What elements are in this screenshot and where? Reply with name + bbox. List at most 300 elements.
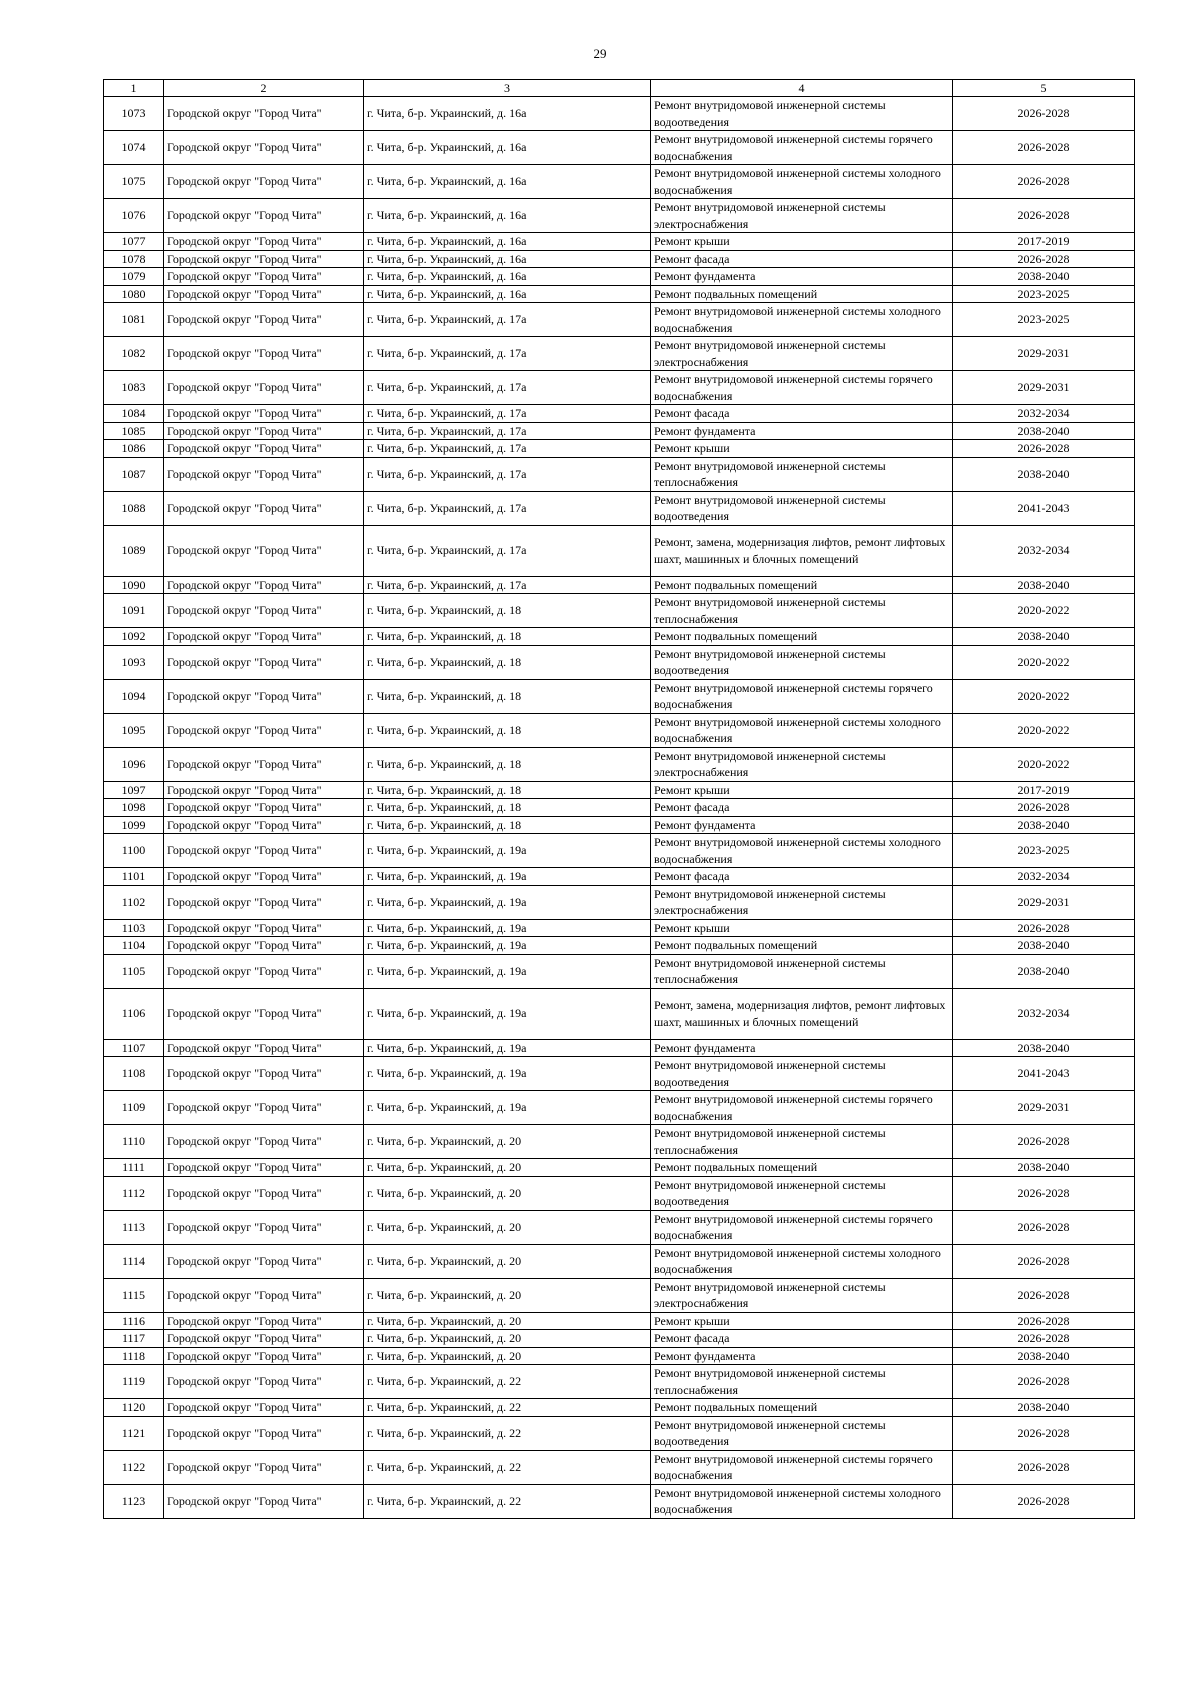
row-number-cell: 1099: [104, 816, 164, 834]
address-cell: г. Чита, б-р. Украинский, д. 19а: [364, 1091, 651, 1125]
municipality-cell: Городской округ "Город Чита": [164, 1057, 364, 1091]
row-number-cell: 1101: [104, 868, 164, 886]
table-row: [104, 131, 1135, 165]
row-number-cell: 1110: [104, 1125, 164, 1159]
table-row: [104, 988, 1135, 1039]
table-row: [104, 781, 1135, 799]
address-cell: г. Чита, б-р. Украинский, д. 19а: [364, 954, 651, 988]
period-cell: 2017-2019: [953, 233, 1135, 251]
row-number-cell: 1117: [104, 1330, 164, 1348]
column-header: 4: [651, 80, 953, 97]
address-cell: г. Чита, б-р. Украинский, д. 19а: [364, 919, 651, 937]
table-row: [104, 747, 1135, 781]
table-row: [104, 1057, 1135, 1091]
table-row: [104, 885, 1135, 919]
period-cell: 2023-2025: [953, 303, 1135, 337]
row-number-cell: 1100: [104, 834, 164, 868]
municipality-cell: Городской округ "Город Чита": [164, 868, 364, 886]
table-row: [104, 594, 1135, 628]
table-row: [104, 1399, 1135, 1417]
work-type-cell: Ремонт подвальных помещений: [651, 1159, 953, 1177]
work-type-cell: Ремонт внутридомовой инженерной системы холодного водоснабжения: [651, 713, 953, 747]
work-type-cell: Ремонт внутридомовой инженерной системы теплоснабжения: [651, 457, 953, 491]
table-row: [104, 1450, 1135, 1484]
column-header: 3: [364, 80, 651, 97]
period-cell: 2026-2028: [953, 131, 1135, 165]
municipality-cell: Городской округ "Город Чита": [164, 1159, 364, 1177]
table-row: [104, 525, 1135, 576]
period-cell: 2038-2040: [953, 628, 1135, 646]
address-cell: г. Чита, б-р. Украинский, д. 19а: [364, 885, 651, 919]
row-number-cell: 1121: [104, 1416, 164, 1450]
work-type-cell: Ремонт внутридомовой инженерной системы теплоснабжения: [651, 954, 953, 988]
municipality-cell: Городской округ "Город Чита": [164, 937, 364, 955]
table-row: [104, 457, 1135, 491]
row-number-cell: 1095: [104, 713, 164, 747]
address-cell: г. Чита, б-р. Украинский, д. 20: [364, 1125, 651, 1159]
period-cell: 2020-2022: [953, 645, 1135, 679]
period-cell: 2026-2028: [953, 440, 1135, 458]
period-cell: 2041-2043: [953, 1057, 1135, 1091]
municipality-cell: Городской округ "Город Чита": [164, 834, 364, 868]
repair-schedule-table: [103, 79, 1135, 1519]
table-row: [104, 165, 1135, 199]
address-cell: г. Чита, б-р. Украинский, д. 20: [364, 1244, 651, 1278]
address-cell: г. Чита, б-р. Украинский, д. 18: [364, 799, 651, 817]
period-cell: 2029-2031: [953, 1091, 1135, 1125]
row-number-cell: 1114: [104, 1244, 164, 1278]
period-cell: 2038-2040: [953, 954, 1135, 988]
address-cell: г. Чита, б-р. Украинский, д. 16а: [364, 268, 651, 286]
table-row: [104, 937, 1135, 955]
row-number-cell: 1103: [104, 919, 164, 937]
municipality-cell: Городской округ "Город Чита": [164, 1399, 364, 1417]
address-cell: г. Чита, б-р. Украинский, д. 19а: [364, 937, 651, 955]
period-cell: 2038-2040: [953, 1039, 1135, 1057]
period-cell: 2026-2028: [953, 1125, 1135, 1159]
row-number-cell: 1075: [104, 165, 164, 199]
municipality-cell: Городской округ "Город Чита": [164, 233, 364, 251]
table-row: [104, 405, 1135, 423]
municipality-cell: Городской округ "Город Чита": [164, 97, 364, 131]
municipality-cell: Городской округ "Город Чита": [164, 576, 364, 594]
work-type-cell: Ремонт крыши: [651, 781, 953, 799]
table-row: [104, 1365, 1135, 1399]
address-cell: г. Чита, б-р. Украинский, д. 18: [364, 816, 651, 834]
municipality-cell: Городской округ "Город Чита": [164, 1039, 364, 1057]
work-type-cell: Ремонт фасада: [651, 868, 953, 886]
row-number-cell: 1104: [104, 937, 164, 955]
row-number-cell: 1084: [104, 405, 164, 423]
address-cell: г. Чита, б-р. Украинский, д. 20: [364, 1347, 651, 1365]
period-cell: 2038-2040: [953, 937, 1135, 955]
row-number-cell: 1076: [104, 199, 164, 233]
table-row: [104, 679, 1135, 713]
address-cell: г. Чита, б-р. Украинский, д. 22: [364, 1416, 651, 1450]
address-cell: г. Чита, б-р. Украинский, д. 16а: [364, 250, 651, 268]
address-cell: г. Чита, б-р. Украинский, д. 16а: [364, 285, 651, 303]
period-cell: 2041-2043: [953, 491, 1135, 525]
municipality-cell: Городской округ "Город Чита": [164, 1365, 364, 1399]
work-type-cell: Ремонт фундамента: [651, 422, 953, 440]
municipality-cell: Городской округ "Город Чита": [164, 457, 364, 491]
table-row: [104, 199, 1135, 233]
work-type-cell: Ремонт внутридомовой инженерной системы электроснабжения: [651, 747, 953, 781]
address-cell: г. Чита, б-р. Украинский, д. 19а: [364, 868, 651, 886]
period-cell: 2038-2040: [953, 268, 1135, 286]
period-cell: 2026-2028: [953, 1278, 1135, 1312]
address-cell: г. Чита, б-р. Украинский, д. 20: [364, 1312, 651, 1330]
address-cell: г. Чита, б-р. Украинский, д. 19а: [364, 988, 651, 1039]
work-type-cell: Ремонт внутридомовой инженерной системы холодного водоснабжения: [651, 1484, 953, 1518]
municipality-cell: Городской округ "Город Чита": [164, 747, 364, 781]
work-type-cell: Ремонт внутридомовой инженерной системы холодного водоснабжения: [651, 834, 953, 868]
municipality-cell: Городской округ "Город Чита": [164, 303, 364, 337]
municipality-cell: Городской округ "Город Чита": [164, 713, 364, 747]
work-type-cell: Ремонт подвальных помещений: [651, 1399, 953, 1417]
address-cell: г. Чита, б-р. Украинский, д. 16а: [364, 165, 651, 199]
table-row: [104, 440, 1135, 458]
period-cell: 2023-2025: [953, 834, 1135, 868]
municipality-cell: Городской округ "Город Чита": [164, 371, 364, 405]
municipality-cell: Городской округ "Город Чита": [164, 250, 364, 268]
address-cell: г. Чита, б-р. Украинский, д. 22: [364, 1365, 651, 1399]
work-type-cell: Ремонт внутридомовой инженерной системы холодного водоснабжения: [651, 1244, 953, 1278]
period-cell: 2017-2019: [953, 781, 1135, 799]
address-cell: г. Чита, б-р. Украинский, д. 18: [364, 645, 651, 679]
period-cell: 2026-2028: [953, 1484, 1135, 1518]
column-header: 2: [164, 80, 364, 97]
municipality-cell: Городской округ "Город Чита": [164, 1244, 364, 1278]
address-cell: г. Чита, б-р. Украинский, д. 17а: [364, 440, 651, 458]
table-row: [104, 303, 1135, 337]
address-cell: г. Чита, б-р. Украинский, д. 16а: [364, 233, 651, 251]
table-row: [104, 799, 1135, 817]
period-cell: 2023-2025: [953, 285, 1135, 303]
row-number-cell: 1087: [104, 457, 164, 491]
work-type-cell: Ремонт фундамента: [651, 1039, 953, 1057]
municipality-cell: Городской округ "Город Чита": [164, 285, 364, 303]
address-cell: г. Чита, б-р. Украинский, д. 18: [364, 679, 651, 713]
period-cell: 2026-2028: [953, 1210, 1135, 1244]
municipality-cell: Городской округ "Город Чита": [164, 1125, 364, 1159]
period-cell: 2020-2022: [953, 594, 1135, 628]
table-row: [104, 250, 1135, 268]
row-number-cell: 1116: [104, 1312, 164, 1330]
row-number-cell: 1093: [104, 645, 164, 679]
municipality-cell: Городской округ "Город Чита": [164, 1278, 364, 1312]
table-row: [104, 1244, 1135, 1278]
period-cell: 2020-2022: [953, 713, 1135, 747]
table-row: [104, 1416, 1135, 1450]
period-cell: 2026-2028: [953, 1312, 1135, 1330]
period-cell: 2029-2031: [953, 371, 1135, 405]
municipality-cell: Городской округ "Город Чита": [164, 594, 364, 628]
period-cell: 2038-2040: [953, 1159, 1135, 1177]
municipality-cell: Городской округ "Город Чита": [164, 1347, 364, 1365]
address-cell: г. Чита, б-р. Украинский, д. 16а: [364, 199, 651, 233]
period-cell: 2026-2028: [953, 199, 1135, 233]
municipality-cell: Городской округ "Город Чита": [164, 1450, 364, 1484]
municipality-cell: Городской округ "Город Чита": [164, 199, 364, 233]
row-number-cell: 1122: [104, 1450, 164, 1484]
municipality-cell: Городской округ "Город Чита": [164, 988, 364, 1039]
period-cell: 2026-2028: [953, 1416, 1135, 1450]
row-number-cell: 1109: [104, 1091, 164, 1125]
work-type-cell: Ремонт внутридомовой инженерной системы холодного водоснабжения: [651, 303, 953, 337]
work-type-cell: Ремонт, замена, модернизация лифтов, ремонт лифтовых шахт, машинных и блочных помещений: [651, 525, 953, 576]
work-type-cell: Ремонт фасада: [651, 250, 953, 268]
table-row: [104, 1210, 1135, 1244]
work-type-cell: Ремонт внутридомовой инженерной системы горячего водоснабжения: [651, 131, 953, 165]
table-row: [104, 422, 1135, 440]
work-type-cell: Ремонт внутридомовой инженерной системы водоотведения: [651, 1416, 953, 1450]
period-cell: 2029-2031: [953, 885, 1135, 919]
row-number-cell: 1102: [104, 885, 164, 919]
table-row: [104, 1347, 1135, 1365]
work-type-cell: Ремонт внутридомовой инженерной системы электроснабжения: [651, 337, 953, 371]
row-number-cell: 1083: [104, 371, 164, 405]
address-cell: г. Чита, б-р. Украинский, д. 18: [364, 781, 651, 799]
address-cell: г. Чита, б-р. Украинский, д. 22: [364, 1484, 651, 1518]
row-number-cell: 1112: [104, 1176, 164, 1210]
municipality-cell: Городской округ "Город Чита": [164, 268, 364, 286]
table-row: [104, 97, 1135, 131]
municipality-cell: Городской округ "Город Чита": [164, 440, 364, 458]
work-type-cell: Ремонт подвальных помещений: [651, 937, 953, 955]
address-cell: г. Чита, б-р. Украинский, д. 20: [364, 1330, 651, 1348]
address-cell: г. Чита, б-р. Украинский, д. 18: [364, 594, 651, 628]
period-cell: 2020-2022: [953, 679, 1135, 713]
address-cell: г. Чита, б-р. Украинский, д. 17а: [364, 371, 651, 405]
table-row: [104, 576, 1135, 594]
period-cell: 2038-2040: [953, 457, 1135, 491]
table-body: [104, 97, 1135, 1519]
period-cell: 2038-2040: [953, 816, 1135, 834]
row-number-cell: 1097: [104, 781, 164, 799]
work-type-cell: Ремонт подвальных помещений: [651, 628, 953, 646]
municipality-cell: Городской округ "Город Чита": [164, 1312, 364, 1330]
work-type-cell: Ремонт внутридомовой инженерной системы горячего водоснабжения: [651, 1450, 953, 1484]
table-header-row: [104, 80, 1135, 97]
address-cell: г. Чита, б-р. Украинский, д. 17а: [364, 525, 651, 576]
address-cell: г. Чита, б-р. Украинский, д. 18: [364, 713, 651, 747]
work-type-cell: Ремонт внутридомовой инженерной системы электроснабжения: [651, 199, 953, 233]
work-type-cell: Ремонт подвальных помещений: [651, 576, 953, 594]
period-cell: 2026-2028: [953, 919, 1135, 937]
address-cell: г. Чита, б-р. Украинский, д. 19а: [364, 1057, 651, 1091]
row-number-cell: 1074: [104, 131, 164, 165]
period-cell: 2032-2034: [953, 525, 1135, 576]
municipality-cell: Городской округ "Город Чита": [164, 885, 364, 919]
municipality-cell: Городской округ "Город Чита": [164, 919, 364, 937]
address-cell: г. Чита, б-р. Украинский, д. 17а: [364, 422, 651, 440]
work-type-cell: Ремонт внутридомовой инженерной системы электроснабжения: [651, 885, 953, 919]
period-cell: 2026-2028: [953, 1450, 1135, 1484]
address-cell: г. Чита, б-р. Украинский, д. 19а: [364, 1039, 651, 1057]
work-type-cell: Ремонт внутридомовой инженерной системы водоотведения: [651, 1176, 953, 1210]
period-cell: 2038-2040: [953, 576, 1135, 594]
work-type-cell: Ремонт внутридомовой инженерной системы водоотведения: [651, 97, 953, 131]
table-row: [104, 628, 1135, 646]
municipality-cell: Городской округ "Город Чита": [164, 405, 364, 423]
work-type-cell: Ремонт крыши: [651, 919, 953, 937]
row-number-cell: 1108: [104, 1057, 164, 1091]
row-number-cell: 1090: [104, 576, 164, 594]
row-number-cell: 1118: [104, 1347, 164, 1365]
address-cell: г. Чита, б-р. Украинский, д. 17а: [364, 457, 651, 491]
table-row: [104, 954, 1135, 988]
address-cell: г. Чита, б-р. Украинский, д. 17а: [364, 405, 651, 423]
work-type-cell: Ремонт крыши: [651, 233, 953, 251]
column-header: 5: [953, 80, 1135, 97]
work-type-cell: Ремонт внутридомовой инженерной системы холодного водоснабжения: [651, 165, 953, 199]
row-number-cell: 1079: [104, 268, 164, 286]
period-cell: 2020-2022: [953, 747, 1135, 781]
address-cell: г. Чита, б-р. Украинский, д. 17а: [364, 303, 651, 337]
row-number-cell: 1077: [104, 233, 164, 251]
address-cell: г. Чита, б-р. Украинский, д. 20: [364, 1278, 651, 1312]
work-type-cell: Ремонт внутридомовой инженерной системы водоотведения: [651, 645, 953, 679]
municipality-cell: Городской округ "Город Чита": [164, 525, 364, 576]
period-cell: 2038-2040: [953, 1347, 1135, 1365]
municipality-cell: Городской округ "Город Чита": [164, 1176, 364, 1210]
table-row: [104, 337, 1135, 371]
municipality-cell: Городской округ "Город Чита": [164, 816, 364, 834]
period-cell: 2032-2034: [953, 988, 1135, 1039]
work-type-cell: Ремонт внутридомовой инженерной системы горячего водоснабжения: [651, 371, 953, 405]
municipality-cell: Городской округ "Город Чита": [164, 1091, 364, 1125]
column-header: 1: [104, 80, 164, 97]
row-number-cell: 1092: [104, 628, 164, 646]
table-row: [104, 1176, 1135, 1210]
table-row: [104, 1125, 1135, 1159]
table-row: [104, 834, 1135, 868]
row-number-cell: 1105: [104, 954, 164, 988]
municipality-cell: Городской округ "Город Чита": [164, 628, 364, 646]
municipality-cell: Городской округ "Город Чита": [164, 1416, 364, 1450]
row-number-cell: 1073: [104, 97, 164, 131]
municipality-cell: Городской округ "Город Чита": [164, 165, 364, 199]
work-type-cell: Ремонт фундамента: [651, 816, 953, 834]
address-cell: г. Чита, б-р. Украинский, д. 20: [364, 1176, 651, 1210]
row-number-cell: 1096: [104, 747, 164, 781]
work-type-cell: Ремонт крыши: [651, 1312, 953, 1330]
municipality-cell: Городской округ "Город Чита": [164, 781, 364, 799]
work-type-cell: Ремонт подвальных помещений: [651, 285, 953, 303]
row-number-cell: 1078: [104, 250, 164, 268]
row-number-cell: 1080: [104, 285, 164, 303]
table-row: [104, 713, 1135, 747]
table-row: [104, 233, 1135, 251]
row-number-cell: 1086: [104, 440, 164, 458]
table-row: [104, 268, 1135, 286]
row-number-cell: 1111: [104, 1159, 164, 1177]
row-number-cell: 1094: [104, 679, 164, 713]
period-cell: 2026-2028: [953, 250, 1135, 268]
work-type-cell: Ремонт фундамента: [651, 1347, 953, 1365]
table-row: [104, 1039, 1135, 1057]
period-cell: 2026-2028: [953, 1244, 1135, 1278]
page-number: 29: [593, 46, 607, 61]
table-row: [104, 1484, 1135, 1518]
address-cell: г. Чита, б-р. Украинский, д. 17а: [364, 576, 651, 594]
table-row: [104, 1159, 1135, 1177]
municipality-cell: Городской округ "Город Чита": [164, 1484, 364, 1518]
row-number-cell: 1089: [104, 525, 164, 576]
row-number-cell: 1098: [104, 799, 164, 817]
municipality-cell: Городской округ "Город Чита": [164, 491, 364, 525]
table-row: [104, 285, 1135, 303]
municipality-cell: Городской округ "Город Чита": [164, 679, 364, 713]
period-cell: 2026-2028: [953, 97, 1135, 131]
work-type-cell: Ремонт, замена, модернизация лифтов, ремонт лифтовых шахт, машинных и блочных помещений: [651, 988, 953, 1039]
table-row: [104, 1312, 1135, 1330]
period-cell: 2026-2028: [953, 165, 1135, 199]
work-type-cell: Ремонт фасада: [651, 405, 953, 423]
period-cell: 2029-2031: [953, 337, 1135, 371]
table-row: [104, 816, 1135, 834]
address-cell: г. Чита, б-р. Украинский, д. 17а: [364, 491, 651, 525]
table-row: [104, 491, 1135, 525]
period-cell: 2026-2028: [953, 1176, 1135, 1210]
work-type-cell: Ремонт фасада: [651, 1330, 953, 1348]
municipality-cell: Городской округ "Город Чита": [164, 799, 364, 817]
period-cell: 2032-2034: [953, 868, 1135, 886]
table-row: [104, 1091, 1135, 1125]
municipality-cell: Городской округ "Город Чита": [164, 1330, 364, 1348]
row-number-cell: 1115: [104, 1278, 164, 1312]
address-cell: г. Чита, б-р. Украинский, д. 18: [364, 628, 651, 646]
table-row: [104, 1278, 1135, 1312]
work-type-cell: Ремонт фасада: [651, 799, 953, 817]
work-type-cell: Ремонт крыши: [651, 440, 953, 458]
work-type-cell: Ремонт внутридомовой инженерной системы электроснабжения: [651, 1278, 953, 1312]
work-type-cell: Ремонт внутридомовой инженерной системы горячего водоснабжения: [651, 1210, 953, 1244]
period-cell: 2038-2040: [953, 422, 1135, 440]
address-cell: г. Чита, б-р. Украинский, д. 16а: [364, 97, 651, 131]
period-cell: 2026-2028: [953, 1330, 1135, 1348]
work-type-cell: Ремонт внутридомовой инженерной системы водоотведения: [651, 1057, 953, 1091]
row-number-cell: 1123: [104, 1484, 164, 1518]
work-type-cell: Ремонт внутридомовой инженерной системы водоотведения: [651, 491, 953, 525]
row-number-cell: 1120: [104, 1399, 164, 1417]
municipality-cell: Городской округ "Город Чита": [164, 337, 364, 371]
row-number-cell: 1081: [104, 303, 164, 337]
row-number-cell: 1119: [104, 1365, 164, 1399]
work-type-cell: Ремонт внутридомовой инженерной системы теплоснабжения: [651, 1365, 953, 1399]
municipality-cell: Городской округ "Город Чита": [164, 1210, 364, 1244]
address-cell: г. Чита, б-р. Украинский, д. 22: [364, 1399, 651, 1417]
row-number-cell: 1088: [104, 491, 164, 525]
address-cell: г. Чита, б-р. Украинский, д. 20: [364, 1159, 651, 1177]
table-row: [104, 919, 1135, 937]
period-cell: 2038-2040: [953, 1399, 1135, 1417]
row-number-cell: 1107: [104, 1039, 164, 1057]
address-cell: г. Чита, б-р. Украинский, д. 16а: [364, 131, 651, 165]
table-row: [104, 371, 1135, 405]
row-number-cell: 1085: [104, 422, 164, 440]
row-number-cell: 1106: [104, 988, 164, 1039]
row-number-cell: 1091: [104, 594, 164, 628]
work-type-cell: Ремонт фундамента: [651, 268, 953, 286]
period-cell: 2032-2034: [953, 405, 1135, 423]
work-type-cell: Ремонт внутридомовой инженерной системы теплоснабжения: [651, 594, 953, 628]
address-cell: г. Чита, б-р. Украинский, д. 19а: [364, 834, 651, 868]
work-type-cell: Ремонт внутридомовой инженерной системы горячего водоснабжения: [651, 679, 953, 713]
period-cell: 2026-2028: [953, 1365, 1135, 1399]
address-cell: г. Чита, б-р. Украинский, д. 20: [364, 1210, 651, 1244]
